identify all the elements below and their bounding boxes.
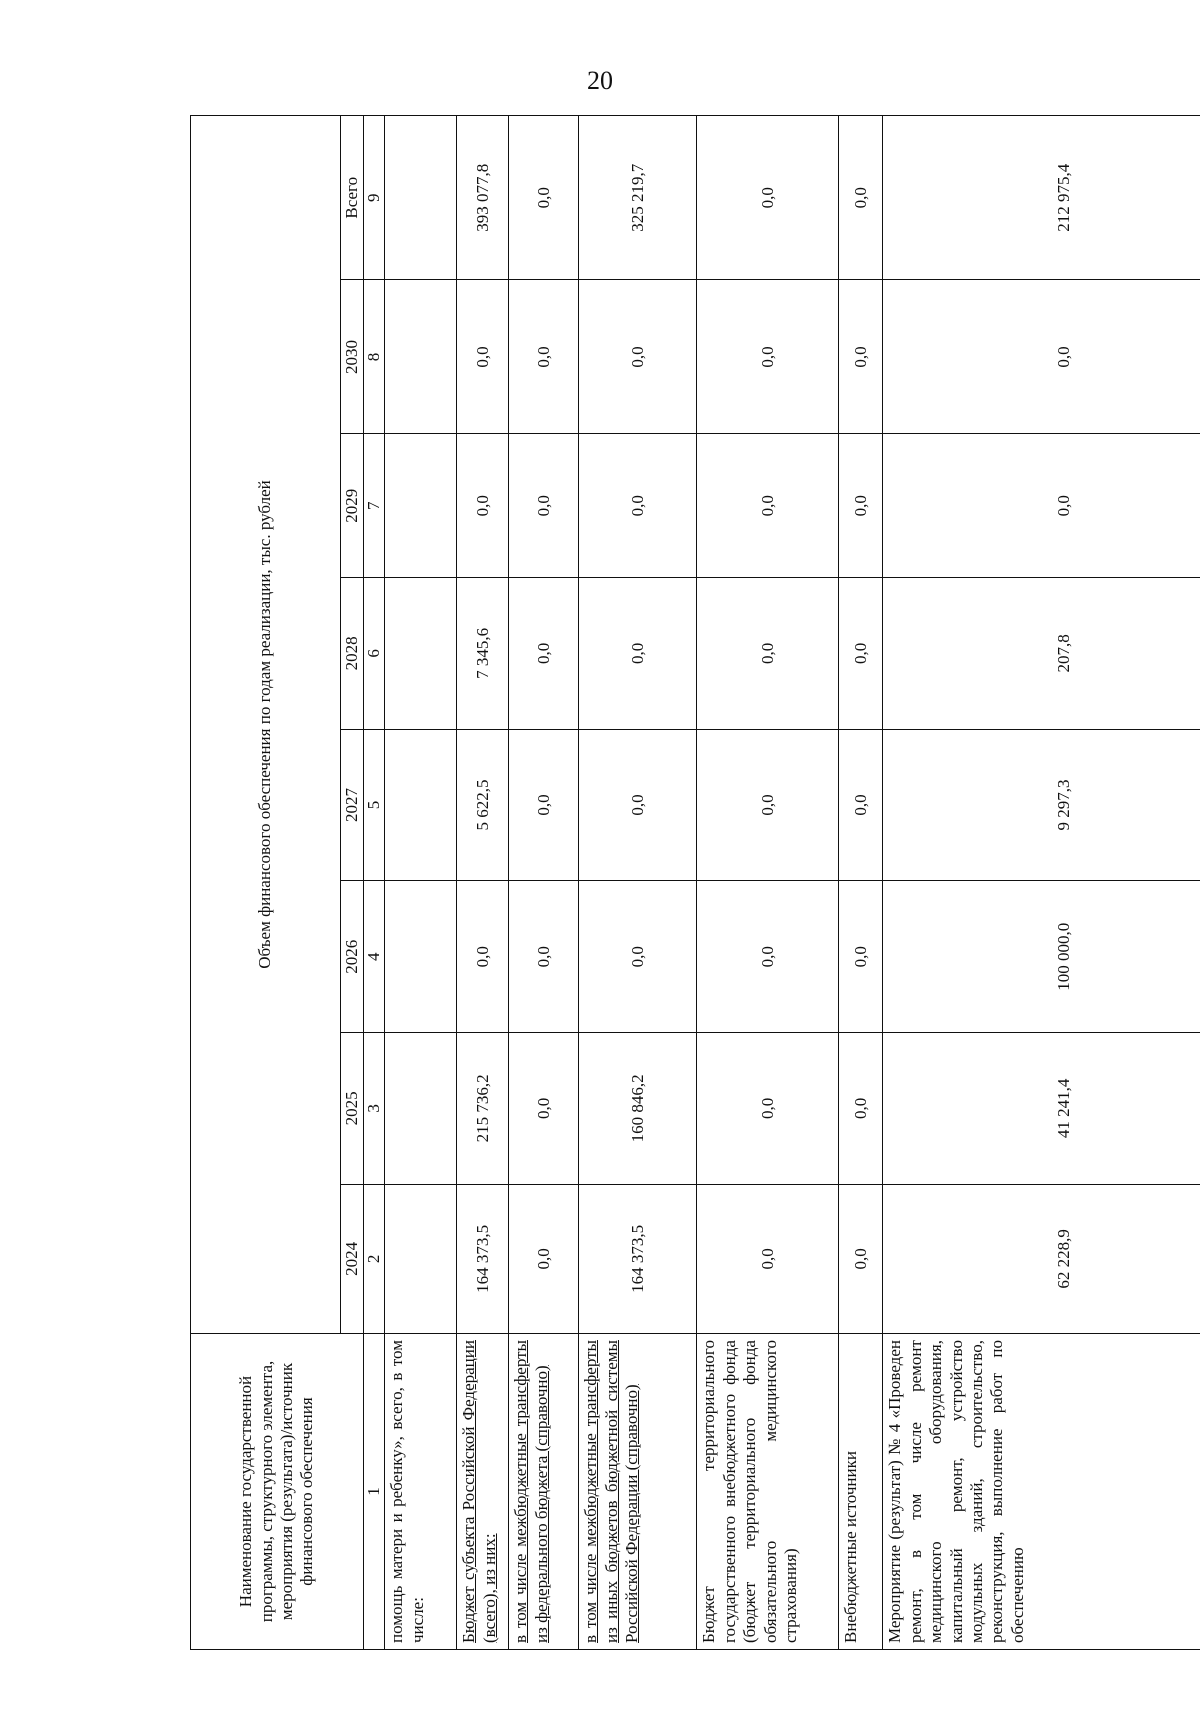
row-value bbox=[385, 1033, 457, 1185]
row-name: помощь матери и ребенку», всего, в том числе: bbox=[385, 1334, 457, 1650]
column-number: 4 bbox=[364, 881, 385, 1033]
column-number: 9 bbox=[364, 116, 385, 280]
row-value: 0,0 bbox=[839, 1184, 883, 1333]
row-value: 0,0 bbox=[697, 434, 839, 578]
header-year: 2029 bbox=[341, 434, 364, 578]
row-value: 0,0 bbox=[457, 280, 509, 434]
row-name: Бюджет территориального государственного внебюджетного фонда (бюджет территориального фонда обязательного медицинского страхования) bbox=[697, 1334, 839, 1650]
row-value: 0,0 bbox=[697, 578, 839, 730]
row-value: 5 622,5 bbox=[457, 729, 509, 881]
table-row bbox=[883, 116, 1200, 1650]
row-value: 62 228,9 bbox=[883, 1184, 1200, 1333]
row-value: 0,0 bbox=[579, 578, 697, 730]
row-value bbox=[385, 881, 457, 1033]
row-value: 0,0 bbox=[839, 1033, 883, 1185]
row-value: 0,0 bbox=[883, 280, 1200, 434]
header-year: 2024 bbox=[341, 1184, 364, 1333]
row-value: 0,0 bbox=[697, 729, 839, 881]
row-value: 0,0 bbox=[457, 881, 509, 1033]
row-value: 0,0 bbox=[579, 434, 697, 578]
row-value: 212 975,4 bbox=[883, 116, 1200, 280]
row-value: 0,0 bbox=[509, 881, 579, 1033]
column-number: 3 bbox=[364, 1033, 385, 1185]
row-value: 160 846,2 bbox=[579, 1033, 697, 1185]
table-row bbox=[457, 116, 509, 1650]
row-value: 164 373,5 bbox=[579, 1184, 697, 1333]
column-number: 6 bbox=[364, 578, 385, 730]
row-value bbox=[385, 434, 457, 578]
column-number: 7 bbox=[364, 434, 385, 578]
financing-table bbox=[190, 115, 1200, 1650]
row-value bbox=[385, 280, 457, 434]
row-value: 7 345,6 bbox=[457, 578, 509, 730]
table-row bbox=[509, 116, 579, 1650]
row-value: 0,0 bbox=[509, 280, 579, 434]
row-name: в том числе межбюджетные трансферты из федерального бюджета (справочно) bbox=[509, 1334, 579, 1650]
row-value bbox=[385, 578, 457, 730]
row-value: 100 000,0 bbox=[883, 881, 1200, 1033]
table-row bbox=[579, 116, 697, 1650]
row-value: 0,0 bbox=[839, 434, 883, 578]
table-row bbox=[385, 116, 457, 1650]
row-value: 0,0 bbox=[697, 1184, 839, 1333]
column-number: 5 bbox=[364, 729, 385, 881]
row-value: 0,0 bbox=[579, 280, 697, 434]
header-year: 2027 bbox=[341, 729, 364, 881]
row-value: 0,0 bbox=[697, 116, 839, 280]
row-value: 0,0 bbox=[509, 116, 579, 280]
row-value: 0,0 bbox=[697, 1033, 839, 1185]
row-value: 0,0 bbox=[697, 280, 839, 434]
column-number: 1 bbox=[364, 1334, 385, 1650]
table-row bbox=[839, 116, 883, 1650]
row-value: 0,0 bbox=[579, 881, 697, 1033]
row-value: 0,0 bbox=[883, 434, 1200, 578]
row-value: 207,8 bbox=[883, 578, 1200, 730]
row-value: 164 373,5 bbox=[457, 1184, 509, 1333]
row-value: 0,0 bbox=[839, 116, 883, 280]
header-total: Всего bbox=[341, 116, 364, 280]
row-value: 0,0 bbox=[509, 729, 579, 881]
header-year: 2026 bbox=[341, 881, 364, 1033]
header-year: 2030 bbox=[341, 280, 364, 434]
column-number: 2 bbox=[364, 1184, 385, 1333]
table-row bbox=[697, 116, 839, 1650]
row-value: 0,0 bbox=[457, 434, 509, 578]
row-value: 0,0 bbox=[839, 280, 883, 434]
rotated-table-container bbox=[190, 115, 1200, 1650]
page-number: 20 bbox=[587, 66, 613, 95]
row-value: 215 736,2 bbox=[457, 1033, 509, 1185]
row-value bbox=[385, 116, 457, 280]
row-value: 325 219,7 bbox=[579, 116, 697, 280]
row-value: 0,0 bbox=[839, 729, 883, 881]
row-value: 0,0 bbox=[697, 881, 839, 1033]
header-group: Объем финансового обеспечения по годам реализации, тыс. рублей bbox=[191, 116, 341, 1334]
header-year: 2025 bbox=[341, 1033, 364, 1185]
column-number: 8 bbox=[364, 280, 385, 434]
row-value: 0,0 bbox=[509, 434, 579, 578]
row-value bbox=[385, 1184, 457, 1333]
header-year: 2028 bbox=[341, 578, 364, 730]
row-value: 0,0 bbox=[579, 729, 697, 881]
row-value: 9 297,3 bbox=[883, 729, 1200, 881]
row-name: Мероприятие (результат) № 4 «Проведен ремонт, в том числе ремонт медицинского оборудования, капитальный ремонт, устройство модульных зданий, строительство, реконструкция, выполнение работ по обеспечению bbox=[883, 1334, 1200, 1650]
row-name: Внебюджетные источники bbox=[839, 1334, 883, 1650]
row-value: 393 077,8 bbox=[457, 116, 509, 280]
row-value: 0,0 bbox=[839, 578, 883, 730]
header-name-column: Наименование государственной программы, структурного элемента, мероприятия (результата)/источник финансового обеспечения bbox=[191, 1334, 364, 1650]
row-value: 0,0 bbox=[839, 881, 883, 1033]
row-name: в том числе межбюджетные трансферты из иных бюджетов бюджетной системы Российской Федерации (справочно) bbox=[579, 1334, 697, 1650]
row-value bbox=[385, 729, 457, 881]
row-value: 41 241,4 bbox=[883, 1033, 1200, 1185]
row-name: Бюджет субъекта Российской Федерации (всего), из них: bbox=[457, 1334, 509, 1650]
row-value: 0,0 bbox=[509, 1184, 579, 1333]
row-value: 0,0 bbox=[509, 1033, 579, 1185]
row-value: 0,0 bbox=[509, 578, 579, 730]
